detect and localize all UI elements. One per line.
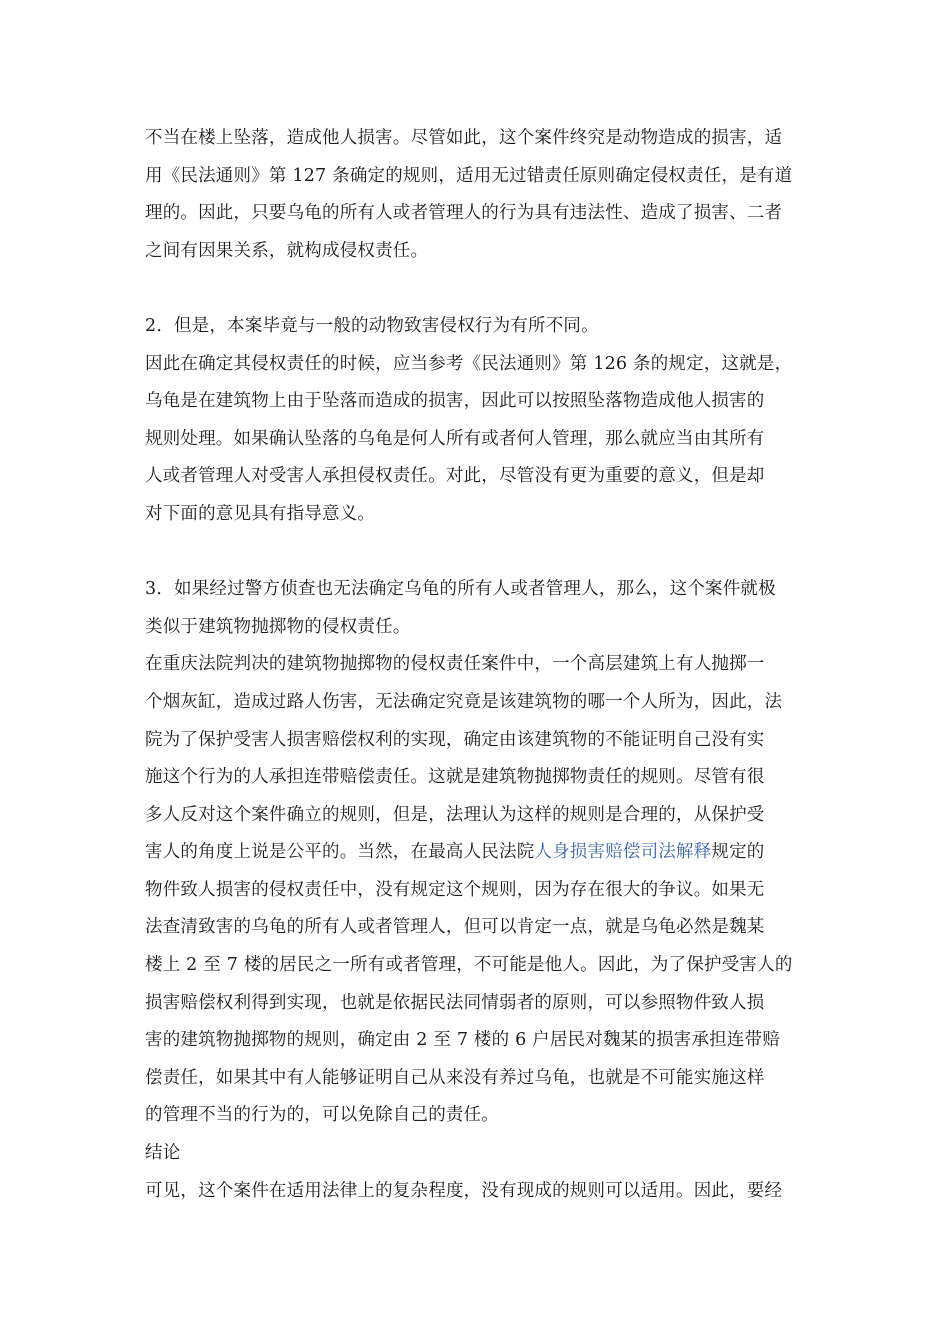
text-line: 个烟灰缸，造成过路人伤害，无法确定究竟是该建筑物的哪一个人所为，因此，法 xyxy=(145,691,783,712)
judicial-interpretation-link[interactable]: 人身损害赔偿司法解释 xyxy=(534,842,712,863)
paragraph-1 xyxy=(145,120,809,270)
text-line: 理的。因此，只要乌龟的所有人或者管理人的行为具有违法性、造成了损害、二者 xyxy=(145,203,783,224)
paragraph-spacer xyxy=(145,270,809,308)
text-line: 之间有因果关系，就构成侵权责任。 xyxy=(145,240,429,261)
conclusion-heading: 结论 xyxy=(145,1143,181,1164)
paragraph-2 xyxy=(145,346,809,534)
text-line: 乌龟是在建筑物上由于坠落而造成的损害，因此可以按照坠落物造成他人损害的 xyxy=(145,391,765,412)
paragraph-3 xyxy=(145,646,809,1135)
conclusion-paragraph xyxy=(145,1173,809,1211)
text-line: 因此在确定其侵权责任的时候，应当参考《民法通则》第 126 条的规定，这就是， xyxy=(145,353,793,374)
text-fragment: 规定的 xyxy=(711,842,765,863)
text-line: 偿责任，如果其中有人能够证明自己从来没有养过乌龟，也就是不可能实施这样 xyxy=(145,1067,765,1088)
section-3-heading xyxy=(145,571,809,646)
section-2-heading: 2．但是，本案毕竟与一般的动物致害侵权行为有所不同。 xyxy=(145,315,599,336)
document-body xyxy=(145,120,809,1210)
text-line: 害的建筑物抛掷物的规则，确定由 2 至 7 楼的 6 户居民对魏某的损害承担连带赔 xyxy=(145,1030,780,1051)
text-line: 类似于建筑物抛掷物的侵权责任。 xyxy=(145,616,411,637)
text-line: 施这个行为的人承担连带赔偿责任。这就是建筑物抛掷物责任的规则。尽管有很 xyxy=(145,767,765,788)
text-line: 不当在楼上坠落，造成他人损害。尽管如此，这个案件终究是动物造成的损害，适 xyxy=(145,128,783,148)
text-fragment: 害人的角度上说是公平的。当然，在最高人民法院 xyxy=(145,842,535,863)
text-line: 损害赔偿权利得到实现，也就是依据民法同情弱者的原则，可以参照物件致人损 xyxy=(145,992,765,1013)
text-line: 在重庆法院判决的建筑物抛掷物的侵权责任案件中，一个高层建筑上有人抛掷一 xyxy=(145,654,765,675)
text-line-with-link xyxy=(145,834,809,872)
text-line: 用《民法通则》第 127 条确定的规则，适用无过错责任原则确定侵权责任，是有道 xyxy=(145,165,793,186)
text-line: 楼上 2 至 7 楼的居民之一所有或者管理，不可能是他人。因此，为了保护受害人的 xyxy=(145,955,793,976)
text-line: 规则处理。如果确认坠落的乌龟是何人所有或者何人管理，那么就应当由其所有 xyxy=(145,428,765,449)
text-line: 的管理不当的行为的，可以免除自己的责任。 xyxy=(145,1105,499,1126)
text-line: 对下面的意见具有指导意义。 xyxy=(145,503,376,524)
text-line: 法查清致害的乌龟的所有人或者管理人，但可以肯定一点，就是乌龟必然是魏某 xyxy=(145,917,765,938)
text-line: 多人反对这个案件确立的规则，但是，法理认为这样的规则是合理的，从保护受 xyxy=(145,804,765,825)
text-line: 人或者管理人对受害人承担侵权责任。对此，尽管没有更为重要的意义，但是却 xyxy=(145,466,765,487)
text-line: 可见，这个案件在适用法律上的复杂程度，没有现成的规则可以适用。因此，要经 xyxy=(145,1180,783,1201)
paragraph-spacer xyxy=(145,534,809,572)
text-line: 物件致人损害的侵权责任中，没有规定这个规则，因为存在很大的争议。如果无 xyxy=(145,879,765,900)
text-line: 院为了保护受害人损害赔偿权利的实现，确定由该建筑物的不能证明自己没有实 xyxy=(145,729,765,750)
text-line: 3．如果经过警方侦查也无法确定乌龟的所有人或者管理人，那么，这个案件就极 xyxy=(145,579,776,600)
